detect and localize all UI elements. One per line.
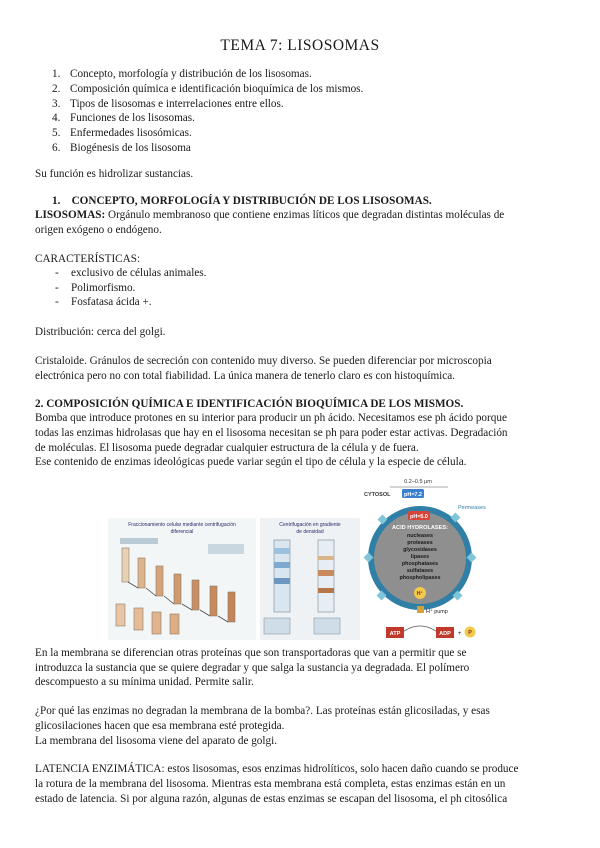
lysosome-definition-cont: origen exógeno o endógeno. [35,224,162,236]
toc-item: 4. Funciones de los lisosomas. [52,112,195,125]
lysosome-diagram [362,476,486,644]
table-of-contents [52,67,363,156]
distribution-text: Distribución: cerca del golgi. [35,326,166,338]
gradient-title: Centrifugación en gradiente [279,522,341,528]
svg-text:P: P [468,630,472,636]
proton-pump-label: H⁺ pump [426,609,448,615]
section2-line: Ese contenido de enzimas ideológicas puede variar según el tipo de célula y la especie de célula. [35,456,467,468]
latency-line: estado de latencia. Si por alguna razón, algunas de estas enzimas se escapan del lisosoma, el ph citosólica [35,793,508,805]
latency-line: LATENCIA ENZIMÁTICA: estos lisosomas, esos enzimas hidrolíticos, solo hacen daño cuando se produce [35,763,519,775]
cristaloide-line-1: Cristaloide. Gránulos de secreción con contenido muy diverso. Se pueden diferenciar por microscopia [35,355,492,367]
section2-line: todas las enzimas hidrolasas que hay en el lisosoma necesitan se ph para poder estar activas. Degradación [35,427,508,439]
question-line: glicosilaciones hacen que esa membrana esté protegida. [35,720,285,732]
svg-text:ADP: ADP [439,631,451,637]
svg-text:phospholipases: phospholipases [399,575,441,581]
size-label: 0.2–0.5 µm [404,479,432,485]
atp-arrow [400,626,440,634]
svg-text:sulfatases: sulfatases [406,568,434,574]
centrifugation-figure [108,518,360,640]
section2-heading: 2. COMPOSICIÓN QUÍMICA E IDENTIFICACIÓN BIOQUÍMICA DE LOS MISMOS. [35,398,464,410]
svg-text:proteases: proteases [407,540,433,546]
centrifuge-title: Fraccionamiento celular mediante centrifugación [128,522,236,528]
toc-item: 5. Enfermedades lisosómicas. [52,127,192,140]
list-item: - Polimorfismo. [55,281,136,294]
svg-text:lipases: lipases [410,554,430,560]
svg-text:pH≈7.2: pH≈7.2 [404,492,422,498]
gradient-title: de densidad [296,529,324,535]
toc-item: 2. Composición química e identificación bioquímica de los mismos. [52,82,364,95]
svg-text:nucleases: nucleases [406,533,434,539]
svg-text:ATP: ATP [389,631,401,637]
after-figure-line: introduzca la sustancia que se quiere degradar y que salga la sustancia ya degradada. El polímero [35,662,470,674]
toc-item: 3. Tipos de lisosomas e interrelaciones entre ellos. [52,97,284,110]
svg-text:H⁺: H⁺ [416,591,424,597]
after-figure-line: En la membrana se diferencian otras proteínas que son transportadoras que van a permitir que se [35,647,467,659]
svg-text:phosphatases: phosphatases [401,561,439,567]
cytosol-label: CYTOSOL [364,492,391,498]
section1-heading: 1. CONCEPTO, MORFOLOGÍA Y DISTRIBUCIÓN DE LOS LISOSOMAS. [52,195,432,207]
toc-item: 6. Biogénesis de los lisosoma [52,141,191,154]
question-line: ¿Por qué las enzimas no degradan la membrana de la bomba?. Las proteínas están glicosiladas, y esas [35,705,490,717]
list-item: - Fosfatasa ácida +. [55,296,152,308]
proton-pump-icon [417,606,424,613]
lysosome-definition: LISOSOMAS: Orgánulo membranoso que contiene enzimas líticos que degradan distintas moléculas de [35,209,505,221]
characteristics-list [55,266,206,310]
section2-line: de moléculas. El lisosoma puede degradar cualquier estructura de la célula y de fuera. [35,442,419,454]
svg-text:+: + [458,631,462,637]
centrifuge-title: diferencial [170,529,194,535]
list-item: - exclusivo de células animales. [55,267,207,279]
svg-text:glycosidases: glycosidases [403,547,437,553]
svg-text:pH≈5.0: pH≈5.0 [410,514,428,520]
cristaloide-line-2: electrónica pero no con total fiabilidad. La única manera de tenerlo claro es con histoquímica. [35,370,455,382]
toc-item: 1. Concepto, morfología y distribución de los lisosomas. [52,68,312,80]
page-title: TEMA 7: LISOSOMAS [220,37,380,54]
characteristics-label: CARACTERÍSTICAS: [35,253,141,265]
latency-line: la rotura de la membrana del lisosoma. Mientras esta membrana está completa, estas enzimas están en un [35,778,506,790]
intro-text: Su función es hidrolizar sustancias. [35,168,194,180]
permeases-label: Permeases [458,505,486,511]
acid-hydrolases-label: ACID HYDROLASES: [392,525,448,531]
after-figure-line: descompuesto a su mínima unidad. Permite salir. [35,676,254,688]
section2-line: Bomba que introduce protones en su interior para producir un ph ácido. Necesitamos ese ph ácido porque [35,412,507,424]
question-line: La membrana del lisosoma viene del aparato de golgi. [35,735,278,747]
